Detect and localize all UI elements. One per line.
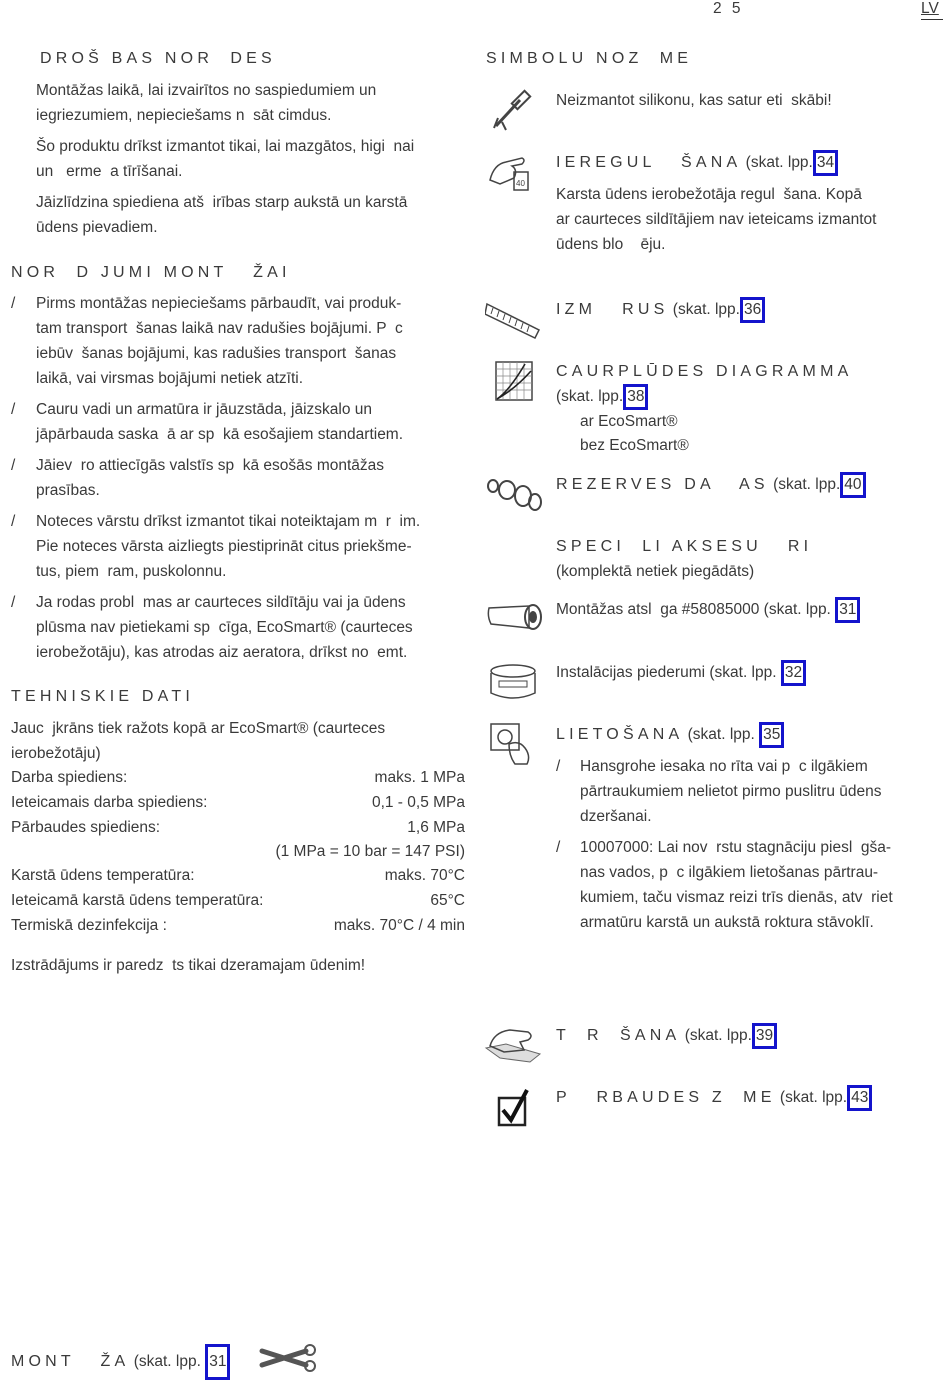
tech-value: maks. 70°C [384,867,465,884]
special-accessories-subtitle: (komplektā netiek piegādāts) [556,563,755,580]
rezerves-heading [556,472,866,498]
tech-label: Termiskā dezinfekcija : [11,917,167,934]
tech-value: maks. 70°C / 4 min [333,917,465,934]
tech-data-intro: Jauc jkrāns tiek ražots kopā ar EcoSmart® (caurteces ierobežotāju) [11,720,386,762]
mounting-key-line [556,597,860,623]
tech-value: (1 MPa = 10 bar = 147 PSI) [275,843,465,860]
install-instructions-title: NOR D JUMI MONT ŽAI [11,264,291,281]
parbaudes-title: P RBAUDES Z ME [556,1089,776,1106]
page-ref-link[interactable]: 36 [740,297,765,323]
tech-label: Darba spiediens: [11,769,128,786]
page-ref-text: (skat. lpp. [773,476,841,493]
symbols-title: SIMBOLU NOZ ME [486,50,693,67]
page-ref-link[interactable]: 40 [840,472,865,498]
install-item-4 [11,509,471,584]
ruler-icon [485,298,541,340]
tech-value: 1,6 MPa [407,819,465,836]
special-accessories-title: SPECI LI AKSESU RI [556,538,813,555]
spare-parts-icon [485,474,545,514]
hand-tap-icon [489,722,537,766]
install-item-2 [11,397,471,447]
diagram-title: CAURPLŪDES DIAGRAMMA [556,363,853,380]
page-ref-text: (skat. lpp. [687,726,755,743]
wrench-icon [258,1343,318,1373]
safety-paragraph-2: Šo produktu drīkst izmantot tikai, lai mazgātos, higi nai un erme a tīrīšanai. [36,138,415,180]
page-ref-link[interactable]: 38 [623,384,648,410]
izmerus-title: IZM RUS [556,301,669,318]
language-code: LV [921,0,939,17]
lietosana-heading [556,722,784,748]
tech-row [11,888,465,913]
page-ref-text: (skat. lpp. [133,1353,201,1370]
install-item-text: Jāiev ro attiecīgās valstīs sp kā esošās montāžas prasības. [36,457,385,499]
page-ref-text: (skat. lpp. [779,1089,848,1106]
header-rule [921,19,943,20]
installation-kit-line [556,660,806,686]
tech-row [11,765,465,790]
page-ref-link[interactable]: 34 [813,150,838,176]
rezerves-title: REZERVES DA AS [556,476,769,493]
bullet: / [556,839,561,856]
usage-item-1 [556,754,946,829]
page-ref-link[interactable]: 39 [752,1023,777,1049]
tech-row [11,913,465,938]
bullet: / [11,401,16,418]
diagram-line-ecosmart: ar EcoSmart® [580,413,678,430]
tech-row [11,863,465,888]
safety-title: DROŠ BAS NOR DES [40,50,276,67]
silicone-gun-icon [490,88,534,132]
page-ref-link[interactable]: 35 [759,722,784,748]
checkmark-box-icon [497,1088,529,1128]
iereg-title: IEREGUL ŠANA [556,154,742,171]
tirisana-title: T R ŠANA [556,1027,681,1044]
tech-label: Pārbaudes spiediens: [11,819,161,836]
installation-kit-icon [489,661,539,701]
page-ref-text: (skat. lpp. [745,154,813,171]
tech-label: Karstā ūdens temperatūra: [11,867,195,884]
bullet: / [11,295,16,312]
page-ref-link[interactable]: 31 [205,1344,230,1380]
tirisana-heading [556,1023,777,1049]
page-number: 2 5 [713,0,744,17]
page-ref-text: (skat. lpp. [672,301,740,318]
usage-item-2 [556,835,946,935]
install-item-5 [11,590,471,665]
tech-row [11,790,465,815]
bullet: / [556,758,561,775]
install-item-text: Noteces vārstu drīkst izmantot tikai noteiktajam m r im. Pie noteces vārsta aizliegts piestiprināt citus priekšme- tus, piem ram, puskolonnu. [36,513,421,580]
safety-paragraph-1: Montāžas laikā, lai izvairītos no saspiedumiem un iegriezumiem, nepieciešams n sāt cimdus. [36,82,377,124]
page-ref-text: (skat. lpp. [684,1027,752,1044]
install-item-text: Ja rodas probl mas ar caurteces sildītāju vai ja ūdens plūsma nav pietiekami sp cīga, EcoSmart® (caurteces ierobežotāju), kas atrodas aiz aeratora, drīkst no emt. [36,594,413,661]
page-ref-link[interactable]: 31 [835,597,860,623]
adjustment-hand-icon [488,150,536,194]
bullet: / [11,457,16,474]
install-item-1 [11,291,471,391]
bullet: / [11,594,16,611]
iereg-heading [556,150,838,176]
tech-value: 0,1 - 0,5 MPa [371,794,465,811]
page-ref-link[interactable]: 43 [847,1085,872,1111]
tech-value: 65°C [430,892,465,909]
bullet: / [11,513,16,530]
diagram-ref [556,384,648,410]
mounting-key-text: Montāžas atsl ga #58085000 (skat. lpp. [556,601,831,618]
flow-diagram-icon [495,361,533,401]
montaza-heading [11,1344,230,1380]
svg-text:40: 40 [516,179,525,188]
install-item-text: Cauru vadi un armatūra ir jāuzstāda, jāizskalo un jāpārbauda saska ā ar sp kā esošajiem standartiem. [36,401,404,443]
mounting-tool-icon [485,598,545,636]
parbaudes-heading [556,1085,872,1111]
lietosana-title: LIETOŠANA [556,726,684,743]
izmerus-heading [556,297,765,323]
tech-row [11,815,465,840]
tech-label: Ieteicamais darba spiediens: [11,794,208,811]
silicone-warning: Neizmantot silikonu, kas satur eti skābi! [556,92,832,109]
safety-paragraph-3: Jāizlīdzina spiediena atš irības starp aukstā un karstā ūdens pievadiem. [36,194,408,236]
montaza-title: MONT ŽA [11,1353,130,1370]
usage-item-text: Hansgrohe iesaka no rīta vai p c ilgākiem pārtraukumiem nelietot pirmo puslitru ūdens dzeršanai. [580,758,882,825]
cleaning-hand-icon [484,1022,544,1064]
tech-label: Ieteicamā karstā ūdens temperatūra: [11,892,264,909]
page-ref-text: (skat. lpp. [556,388,624,405]
usage-item-text: 10007000: Lai nov rstu stagnāciju piesl gša- nas vados, p c ilgākiem lietošanas pārtrau- kumiem, taču vismaz reizi trīs dienās, atv riet armatūru karstā un aukstā roktura stāvoklī. [580,839,893,931]
diagram-line-without-ecosmart: bez EcoSmart® [580,437,689,454]
install-item-text: Pirms montāžas nepieciešams pārbaudīt, vai produk- tam transport šanas laikā nav radušies bojājumi. P c iebūv šanas bojājumi, kas radušies transport šanas laikā, vai virsmas bojājumi netiek atzīti. [36,295,403,387]
tech-data-title: TEHNISKIE DATI [11,688,194,705]
drinking-water-note: Izstrādājums ir paredz ts tikai dzeramajam ūdenim! [11,957,366,974]
iereg-text: Karsta ūdens ierobežotāja regul šana. Kopā ar caurteces sildītājiem nav ieteicams izmantot ūdens blo ēju. [556,186,877,253]
tech-value: maks. 1 MPa [374,769,465,786]
page-ref-link[interactable]: 32 [781,660,806,686]
install-item-3 [11,453,471,503]
installation-kit-text: Instalācijas piederumi (skat. lpp. [556,664,777,681]
